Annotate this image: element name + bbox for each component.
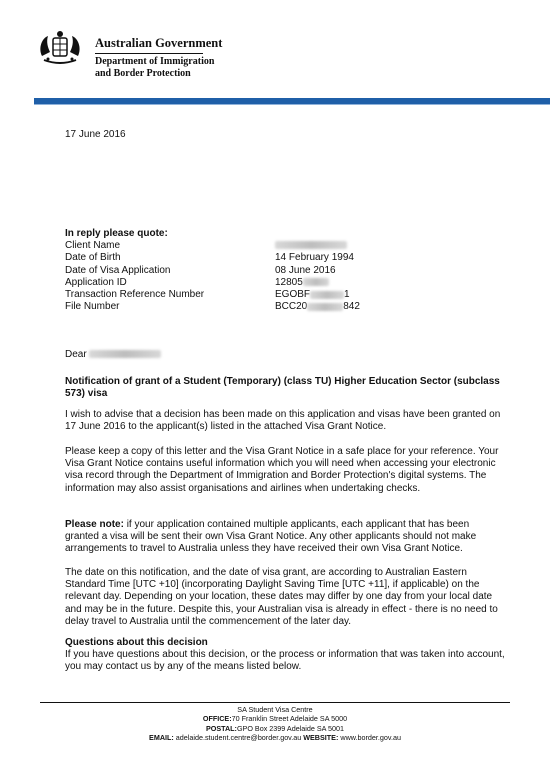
footer-centre: SA Student Visa Centre	[237, 705, 313, 714]
footer-website-label: WEBSITE:	[303, 732, 339, 742]
ref-row-client-name	[65, 240, 385, 252]
questions-heading: Questions about this decision	[65, 637, 208, 648]
redacted-text	[275, 241, 347, 249]
ref-row-file-number	[65, 301, 385, 313]
letter-date: 17 June 2016	[65, 129, 126, 140]
footer-office-label: OFFICE:	[202, 714, 232, 724]
redacted-text	[310, 291, 344, 299]
reply-heading: In reply please quote:	[65, 228, 168, 239]
footer-contact	[0, 733, 550, 742]
ref-value-suffix: 842	[343, 301, 360, 313]
note-label: Please note:	[65, 519, 124, 530]
footer-postal	[0, 724, 550, 733]
header-rule	[95, 53, 203, 54]
ref-value	[275, 301, 385, 313]
footer	[0, 705, 550, 742]
ref-value: 14 February 1994	[275, 252, 354, 264]
department-line-2: and Border Protection	[95, 68, 191, 79]
department-line-1: Department of Immigration	[95, 56, 215, 67]
ref-label: File Number	[65, 301, 120, 313]
ref-row-transaction-ref	[65, 289, 385, 301]
footer-postal-address: GPO Box 2399 Adelaide SA 5001	[236, 723, 345, 733]
footer-email-link[interactable]: adelaide.student.centre@border.gov.au	[173, 732, 304, 742]
footer-website-link[interactable]: www.border.gov.au	[338, 732, 401, 742]
paragraph-note	[65, 519, 505, 556]
ref-label: Date of Visa Application	[65, 264, 171, 276]
government-title: Australian Government	[95, 36, 223, 50]
header-accent-line	[34, 104, 550, 105]
ref-label: Transaction Reference Number	[65, 289, 205, 301]
ref-label: Application ID	[65, 276, 127, 288]
ref-value	[275, 240, 385, 252]
paragraph-keep-copy: Please keep a copy of this letter and the Visa Grant Notice in a safe place for your reference. Your Visa Grant Notice contains useful information which you will need when accessing your electronic visa record through the Department of Immigration and Border Protection's digital systems. The information may also assist organisations and airlines when undertaking checks.	[65, 446, 499, 494]
reference-table	[65, 240, 385, 314]
redacted-text	[89, 350, 161, 358]
ref-value-prefix: 12805	[275, 276, 303, 288]
redacted-text	[303, 278, 329, 286]
ref-value: 08 June 2016	[275, 264, 336, 276]
ref-value-prefix: EGOBF	[275, 289, 311, 301]
redacted-text	[307, 303, 343, 311]
footer-office-address: 70 Franklin Street Adelaide SA 5000	[231, 714, 348, 724]
footer-email-label: EMAIL:	[149, 732, 174, 742]
footer-rule	[40, 702, 510, 703]
ref-row-application-id	[65, 277, 385, 289]
paragraph-questions: If you have questions about this decision, or the process or information that was taken into account, you may contact us by any of the means listed below.	[65, 649, 505, 673]
coat-of-arms-icon	[36, 30, 84, 66]
ref-value	[275, 277, 385, 289]
ref-row-dob	[65, 252, 385, 264]
ref-value-suffix: 1	[344, 289, 350, 301]
note-text: if your application contained multiple applicants, each applicant that has been granted a visa will be sent their own Visa Grant Notice. Any other applicants should not make arrangements to travel to Australia unless they have received their own Visa Grant Notice.	[65, 519, 477, 555]
letter-subject: Notification of grant of a Student (Temporary) (class TU) Higher Education Sector (subclass 573) visa	[65, 376, 500, 400]
footer-office	[0, 714, 550, 723]
salutation-word: Dear	[65, 349, 87, 360]
ref-label: Date of Birth	[65, 252, 121, 264]
ref-value	[275, 289, 385, 301]
ref-row-application-date	[65, 265, 385, 277]
paragraph-dates: The date on this notification, and the date of visa grant, are according to Australian Eastern Standard Time [UTC +10] (incorporating Daylight Saving Time [UTC +11], if applicable) on the relevant day. Depending on your location, these dates may differ by one day from your local date and may be in the future. Despite this, your Australian visa is already in effect - there is no need to delay travel to Australia until the commencement of the later day.	[65, 567, 498, 627]
salutation	[65, 349, 161, 360]
ref-value-prefix: BCC20	[275, 301, 308, 313]
footer-postal-label: POSTAL:	[205, 723, 237, 733]
paragraph-decision: I wish to advise that a decision has been made on this application and visas have been granted on 17 June 2016 to the applicant(s) listed in the attached Visa Grant Notice.	[65, 409, 501, 433]
department-name	[95, 56, 235, 80]
ref-label: Client Name	[65, 240, 121, 251]
